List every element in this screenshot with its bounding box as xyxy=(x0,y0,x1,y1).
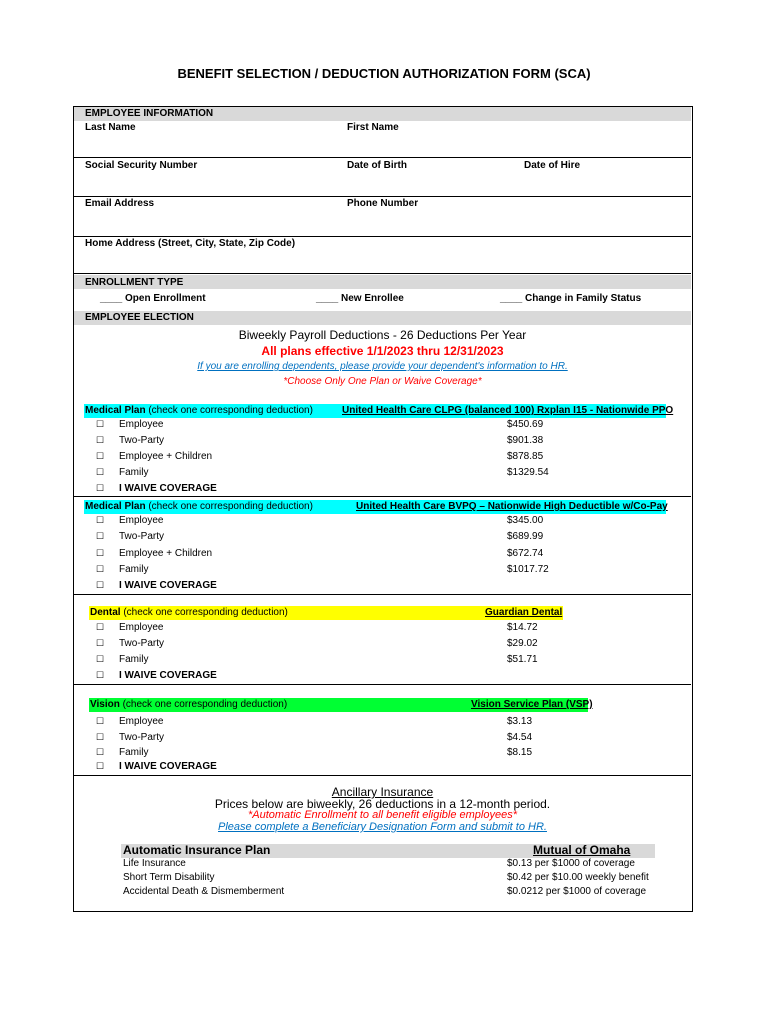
medical2-employee-price: $345.00 xyxy=(507,515,544,526)
plans-effective: All plans effective 1/1/2023 thru 12/31/2023 xyxy=(261,344,504,358)
life-insurance-price: $0.13 per $1000 of coverage xyxy=(507,858,635,869)
add-label: Accidental Death & Dismemberment xyxy=(123,886,285,897)
family-status-change-option[interactable]: ____ Change in Family Status xyxy=(500,293,642,304)
vision-family-checkbox[interactable]: ☐ xyxy=(96,747,105,757)
medical1-two-party-price: $901.38 xyxy=(507,435,544,446)
medical1-family-label: Family xyxy=(119,467,149,478)
dental-family-checkbox[interactable]: ☐ xyxy=(96,654,105,664)
divider xyxy=(74,496,691,497)
medical1-employee-label: Employee xyxy=(119,419,164,430)
deduction-info: Biweekly Payroll Deductions - 26 Deductions Per Year xyxy=(238,328,527,342)
divider xyxy=(74,157,691,158)
open-enrollment-option[interactable]: ____ Open Enrollment xyxy=(100,293,206,304)
medical2-two-party-checkbox[interactable]: ☐ xyxy=(96,531,105,541)
vision-provider: Vision Service Plan (VSP) xyxy=(471,699,593,710)
divider xyxy=(74,196,691,197)
dental-waive-checkbox[interactable]: ☐ xyxy=(96,670,105,680)
employee-info-header: EMPLOYEE INFORMATION xyxy=(85,108,214,119)
vision-waive-checkbox[interactable]: ☐ xyxy=(96,761,105,771)
medical1-family-checkbox[interactable]: ☐ xyxy=(96,467,105,477)
dependents-note: If you are enrolling dependents, please provide your dependent's information to HR. xyxy=(197,361,568,372)
medical2-employee-children-label: Employee + Children xyxy=(119,548,213,559)
divider xyxy=(74,273,691,274)
dental-family-label: Family xyxy=(119,654,149,665)
dental-provider: Guardian Dental xyxy=(485,607,563,618)
medical2-employee-children-price: $672.74 xyxy=(507,548,544,559)
vision-label: Vision (check one corresponding deduction) xyxy=(90,699,288,710)
dental-label: Dental (check one corresponding deduction) xyxy=(90,607,288,618)
std-price: $0.42 per $10.00 weekly benefit xyxy=(507,872,649,883)
ancillary-auto-enroll-note: *Automatic Enrollment to all benefit eligible employees* xyxy=(247,809,518,821)
ssn-field[interactable]: Social Security Number xyxy=(85,160,198,171)
medical2-family-checkbox[interactable]: ☐ xyxy=(96,564,105,574)
medical2-waive-label: I WAIVE COVERAGE xyxy=(119,580,217,591)
divider xyxy=(74,236,691,237)
medical2-provider: United Health Care BVPQ – Nationwide High Deductible w/Co-Pay xyxy=(356,501,668,512)
vision-employee-checkbox[interactable]: ☐ xyxy=(96,716,105,726)
election-header: EMPLOYEE ELECTION xyxy=(85,312,194,323)
medical1-label: Medical Plan (check one corresponding deduction) xyxy=(85,405,313,416)
medical2-waive-checkbox[interactable]: ☐ xyxy=(96,580,105,590)
phone-field[interactable]: Phone Number xyxy=(347,198,419,209)
form-title: BENEFIT SELECTION / DEDUCTION AUTHORIZATION FORM (SCA) xyxy=(177,66,591,81)
dob-field[interactable]: Date of Birth xyxy=(347,160,407,171)
vision-two-party-checkbox[interactable]: ☐ xyxy=(96,732,105,742)
medical2-family-label: Family xyxy=(119,564,149,575)
medical2-employee-checkbox[interactable]: ☐ xyxy=(96,515,105,525)
life-insurance-label: Life Insurance xyxy=(123,858,186,869)
medical2-two-party-price: $689.99 xyxy=(507,531,544,542)
medical1-family-price: $1329.54 xyxy=(507,467,549,478)
medical1-provider: United Health Care CLPG (balanced 100) Rxplan I15 - Nationwide PPO xyxy=(342,405,674,416)
vision-employee-label: Employee xyxy=(119,716,164,727)
medical2-label: Medical Plan (check one corresponding deduction) xyxy=(85,501,313,512)
choose-one-note: *Choose Only One Plan or Waive Coverage* xyxy=(283,376,482,387)
dental-employee-price: $14.72 xyxy=(507,622,538,633)
medical1-employee-price: $450.69 xyxy=(507,419,544,430)
vision-waive-label: I WAIVE COVERAGE xyxy=(119,761,217,772)
email-field[interactable]: Email Address xyxy=(85,198,155,209)
medical1-waive-label: I WAIVE COVERAGE xyxy=(119,483,217,494)
dental-employee-checkbox[interactable]: ☐ xyxy=(96,622,105,632)
divider xyxy=(74,684,691,685)
dental-two-party-checkbox[interactable]: ☐ xyxy=(96,638,105,648)
vision-two-party-label: Two-Party xyxy=(119,732,165,743)
medical1-employee-children-label: Employee + Children xyxy=(119,451,213,462)
medical1-employee-children-price: $878.85 xyxy=(507,451,544,462)
last-name-field[interactable]: Last Name xyxy=(85,122,136,133)
medical2-employee-label: Employee xyxy=(119,515,164,526)
medical1-waive-checkbox[interactable]: ☐ xyxy=(96,483,105,493)
dental-two-party-label: Two-Party xyxy=(119,638,165,649)
vision-employee-price: $3.13 xyxy=(507,716,533,727)
new-enrollee-option[interactable]: ____ New Enrollee xyxy=(316,293,404,304)
medical2-two-party-label: Two-Party xyxy=(119,531,165,542)
first-name-field[interactable]: First Name xyxy=(347,122,399,133)
dental-waive-label: I WAIVE COVERAGE xyxy=(119,670,217,681)
ancillary-prices-note: Prices below are biweekly, 26 deductions in a 12-month period. xyxy=(214,797,551,811)
medical2-family-price: $1017.72 xyxy=(507,564,549,575)
add-price: $0.0212 per $1000 of coverage xyxy=(507,886,646,897)
dental-two-party-price: $29.02 xyxy=(507,638,538,649)
doh-field[interactable]: Date of Hire xyxy=(524,160,581,171)
medical1-employee-children-checkbox[interactable]: ☐ xyxy=(96,451,105,461)
ancillary-table-header: Automatic Insurance Plan xyxy=(123,843,271,857)
enrollment-header: ENROLLMENT TYPE xyxy=(85,277,184,288)
medical1-two-party-checkbox[interactable]: ☐ xyxy=(96,435,105,445)
vision-two-party-price: $4.54 xyxy=(507,732,533,743)
vision-family-price: $8.15 xyxy=(507,747,533,758)
address-field[interactable]: Home Address (Street, City, State, Zip Code) xyxy=(85,238,296,249)
divider xyxy=(74,775,691,776)
medical2-employee-children-checkbox[interactable]: ☐ xyxy=(96,548,105,558)
dental-family-price: $51.71 xyxy=(507,654,538,665)
medical1-employee-checkbox[interactable]: ☐ xyxy=(96,419,105,429)
divider xyxy=(74,594,691,595)
beneficiary-form-link[interactable]: Please complete a Beneficiary Designation Form and submit to HR. xyxy=(218,821,547,833)
medical1-two-party-label: Two-Party xyxy=(119,435,165,446)
ancillary-title: Ancillary Insurance xyxy=(331,785,434,799)
dental-employee-label: Employee xyxy=(119,622,164,633)
std-label: Short Term Disability xyxy=(123,872,215,883)
vision-family-label: Family xyxy=(119,747,149,758)
ancillary-provider: Mutual of Omaha xyxy=(533,843,631,857)
